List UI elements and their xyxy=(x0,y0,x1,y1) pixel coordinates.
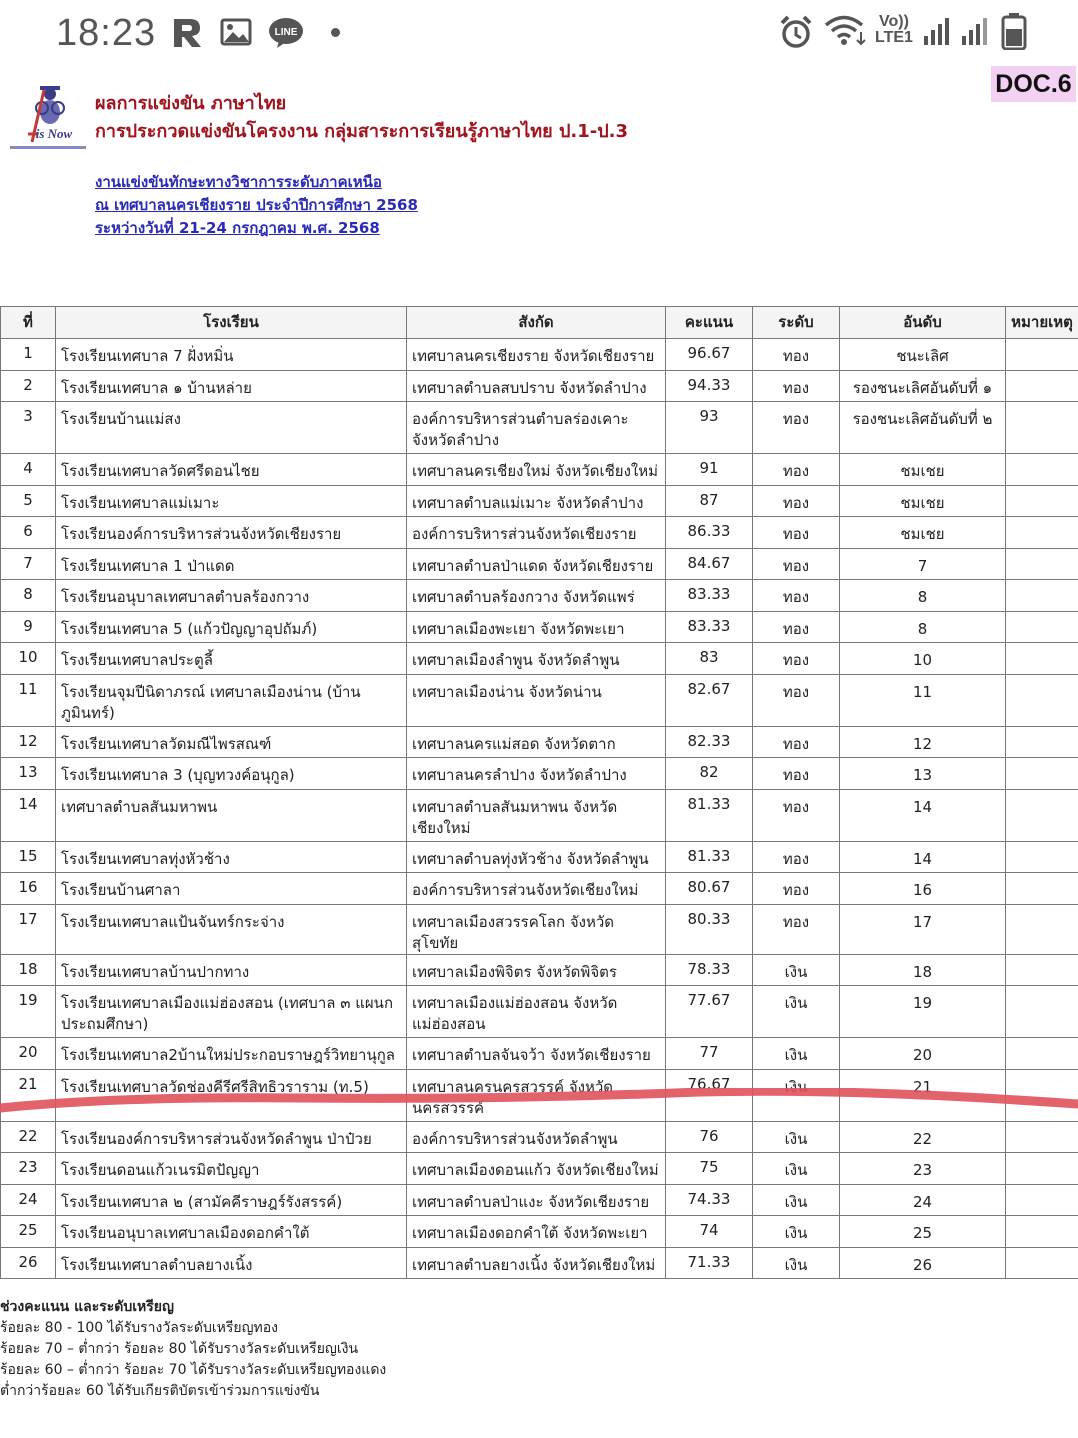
cell-no: 9 xyxy=(1,611,56,643)
cell-rank: 17 xyxy=(840,904,1006,954)
cell-school: โรงเรียนเทศบาล 3 (บุญทวงค์อนุกูล) xyxy=(56,758,407,790)
cell-school: โรงเรียนจุมปีนิดาภรณ์ เทศบาลเมืองน่าน (บ้านภูมินทร์) xyxy=(56,674,407,726)
cell-level: เงิน xyxy=(753,1038,840,1070)
header-score: คะแนน xyxy=(666,307,753,339)
cell-school: โรงเรียนเทศบาลบ้านปากทาง xyxy=(56,954,407,986)
cell-note xyxy=(1006,1038,1078,1070)
header-note: หมายเหตุ xyxy=(1006,307,1078,339)
cell-note xyxy=(1006,789,1078,841)
cell-school: โรงเรียนเทศบาลวัดมณีไพรสณฑ์ xyxy=(56,726,407,758)
cell-dept: เทศบาลตำบลป่าแงะ จังหวัดเชียงราย xyxy=(407,1184,666,1216)
cell-level: เงิน xyxy=(753,1216,840,1248)
cell-dept: เทศบาลเมืองสวรรคโลก จังหวัดสุโขทัย xyxy=(407,904,666,954)
document-title: ผลการแข่งขัน ภาษาไทย xyxy=(95,93,287,114)
cell-note xyxy=(1006,873,1078,905)
cell-dept: เทศบาลตำบลสบปราบ จังหวัดลำปาง xyxy=(407,370,666,402)
cell-level: ทอง xyxy=(753,873,840,905)
table-row xyxy=(1,339,1078,371)
cell-note xyxy=(1006,758,1078,790)
logo-icon xyxy=(6,84,90,152)
cell-score: 81.33 xyxy=(666,841,753,873)
cell-rank: 14 xyxy=(840,789,1006,841)
cell-no: 13 xyxy=(1,758,56,790)
cell-rank: 24 xyxy=(840,1184,1006,1216)
cell-score: 91 xyxy=(666,454,753,486)
cell-school: โรงเรียนเทศบาลทุ่งหัวช้าง xyxy=(56,841,407,873)
cell-note xyxy=(1006,904,1078,954)
cell-no: 19 xyxy=(1,986,56,1038)
cell-rank: 16 xyxy=(840,873,1006,905)
cell-score: 84.67 xyxy=(666,548,753,580)
cell-rank: ชมเชย xyxy=(840,485,1006,517)
cell-no: 1 xyxy=(1,339,56,371)
table-row xyxy=(1,726,1078,758)
cell-dept: เทศบาลเมืองดอกคำใต้ จังหวัดพะเยา xyxy=(407,1216,666,1248)
gallery-icon xyxy=(220,18,252,46)
cell-school: โรงเรียนเทศบาล 5 (แก้วปัญญาอุปถัมภ์) xyxy=(56,611,407,643)
document-subtitle: การประกวดแข่งขันโครงงาน กลุ่มสาระการเรียนรู้ภาษาไทย ป.1-ป.3 xyxy=(95,121,629,142)
criteria-line: ร้อยละ 60 – ต่ำกว่า ร้อยละ 70 ได้รับรางวัลระดับเหรียญทองแดง xyxy=(0,1362,387,1378)
cell-level: เงิน xyxy=(753,954,840,986)
battery-icon xyxy=(1001,12,1027,50)
cell-no: 21 xyxy=(1,1069,56,1121)
cell-level: ทอง xyxy=(753,726,840,758)
cell-score: 96.67 xyxy=(666,339,753,371)
cell-note xyxy=(1006,485,1078,517)
cell-rank: ชนะเลิศ xyxy=(840,339,1006,371)
svg-text:LINE: LINE xyxy=(274,27,298,38)
cell-dept: เทศบาลนครนครสวรรค์ จังหวัดนครสวรรค์ xyxy=(407,1069,666,1121)
table-row xyxy=(1,1216,1078,1248)
score-criteria xyxy=(0,1297,386,1402)
cell-rank: 7 xyxy=(840,548,1006,580)
cell-note xyxy=(1006,1069,1078,1121)
cell-rank: 18 xyxy=(840,954,1006,986)
table-row xyxy=(1,402,1078,454)
cell-score: 74 xyxy=(666,1216,753,1248)
cell-no: 5 xyxy=(1,485,56,517)
cell-no: 10 xyxy=(1,643,56,675)
cell-no: 8 xyxy=(1,580,56,612)
cell-dept: เทศบาลตำบลร้องกวาง จังหวัดแพร่ xyxy=(407,580,666,612)
cell-level: ทอง xyxy=(753,580,840,612)
cell-dept: เทศบาลเมืองพิจิตร จังหวัดพิจิตร xyxy=(407,954,666,986)
table-row xyxy=(1,758,1078,790)
table-row xyxy=(1,1038,1078,1070)
cell-score: 81.33 xyxy=(666,789,753,841)
cell-score: 94.33 xyxy=(666,370,753,402)
cell-level: ทอง xyxy=(753,402,840,454)
cell-no: 23 xyxy=(1,1153,56,1185)
cell-score: 87 xyxy=(666,485,753,517)
cell-no: 24 xyxy=(1,1184,56,1216)
table-row xyxy=(1,643,1078,675)
table-row xyxy=(1,611,1078,643)
cell-dept: เทศบาลตำบลทุ่งหัวช้าง จังหวัดลำพูน xyxy=(407,841,666,873)
cell-school: โรงเรียนองค์การบริหารส่วนจังหวัดเชียงราย xyxy=(56,517,407,549)
cell-school: โรงเรียนเทศบาล ๒ (สามัคคีราษฎร์รังสรรค์) xyxy=(56,1184,407,1216)
cell-score: 82 xyxy=(666,758,753,790)
cell-no: 6 xyxy=(1,517,56,549)
cell-note xyxy=(1006,611,1078,643)
r-app-icon xyxy=(170,16,204,50)
cell-rank: 26 xyxy=(840,1247,1006,1279)
cell-school: โรงเรียนอนุบาลเทศบาลตำบลร้องกวาง xyxy=(56,580,407,612)
cell-score: 82.67 xyxy=(666,674,753,726)
cell-note xyxy=(1006,339,1078,371)
cell-school: โรงเรียนอนุบาลเทศบาลเมืองดอกคำใต้ xyxy=(56,1216,407,1248)
cell-no: 26 xyxy=(1,1247,56,1279)
cell-school: โรงเรียนองค์การบริหารส่วนจังหวัดลำพูน ป่าป๋วย xyxy=(56,1121,407,1153)
table-row xyxy=(1,789,1078,841)
notification-dot-icon xyxy=(331,28,340,37)
cell-level: ทอง xyxy=(753,643,840,675)
criteria-line: ต่ำกว่าร้อยละ 60 ได้รับเกียรติบัตรเข้าร่วมการแข่งขัน xyxy=(0,1383,320,1399)
cell-no: 22 xyxy=(1,1121,56,1153)
alarm-icon xyxy=(778,14,814,50)
cell-score: 83.33 xyxy=(666,611,753,643)
cell-rank: 22 xyxy=(840,1121,1006,1153)
table-row xyxy=(1,873,1078,905)
cell-level: ทอง xyxy=(753,517,840,549)
cell-note xyxy=(1006,402,1078,454)
cell-dept: เทศบาลตำบลยางเนิ้ง จังหวัดเชียงใหม่ xyxy=(407,1247,666,1279)
cell-note xyxy=(1006,841,1078,873)
results-table xyxy=(0,306,1078,1279)
cell-dept: เทศบาลเมืองลำพูน จังหวัดลำพูน xyxy=(407,643,666,675)
doc-badge: DOC.6 xyxy=(991,66,1076,102)
cell-note xyxy=(1006,580,1078,612)
criteria-line: ร้อยละ 80 - 100 ได้รับรางวัลระดับเหรียญทอง xyxy=(0,1320,278,1336)
table-header-row xyxy=(1,307,1078,339)
cell-no: 16 xyxy=(1,873,56,905)
table-row xyxy=(1,370,1078,402)
table-row xyxy=(1,954,1078,986)
cell-level: ทอง xyxy=(753,674,840,726)
table-row xyxy=(1,904,1078,954)
criteria-line: ร้อยละ 70 – ต่ำกว่า ร้อยละ 80 ได้รับรางวัลระดับเหรียญเงิน xyxy=(0,1341,359,1357)
cell-dept: เทศบาลตำบลแม่เมาะ จังหวัดลำปาง xyxy=(407,485,666,517)
cell-school: โรงเรียนเทศบาลวัดศรีดอนไชย xyxy=(56,454,407,486)
cell-no: 7 xyxy=(1,548,56,580)
cell-dept: เทศบาลเมืองแม่ฮ่องสอน จังหวัดแม่ฮ่องสอน xyxy=(407,986,666,1038)
cell-score: 82.33 xyxy=(666,726,753,758)
table-row xyxy=(1,674,1078,726)
cell-score: 78.33 xyxy=(666,954,753,986)
cell-school: โรงเรียนเทศบาล ๑ บ้านหล่าย xyxy=(56,370,407,402)
cell-note xyxy=(1006,1216,1078,1248)
cell-no: 14 xyxy=(1,789,56,841)
event-link-line1[interactable]: งานแข่งขันทักษะทางวิชาการระดับภาคเหนือ xyxy=(95,173,382,191)
cell-note xyxy=(1006,1153,1078,1185)
cell-rank: 12 xyxy=(840,726,1006,758)
cell-note xyxy=(1006,1121,1078,1153)
cell-school: โรงเรียนเทศบาลแม่เมาะ xyxy=(56,485,407,517)
cell-dept: องค์การบริหารส่วนตำบลร่องเคาะ จังหวัดลำปาง xyxy=(407,402,666,454)
event-link-line3[interactable]: ระหว่างวันที่ 21-24 กรกฎาคม พ.ศ. 2568 xyxy=(95,219,380,237)
cell-school: โรงเรียนเทศบาลวัดช่องคีรีศรีสิทธิวราราม (ท.5) xyxy=(56,1069,407,1121)
volte-label: Vo)) xyxy=(879,13,909,30)
cell-score: 80.33 xyxy=(666,904,753,954)
table-row xyxy=(1,580,1078,612)
criteria-heading: ช่วงคะแนน และระดับเหรียญ xyxy=(0,1299,174,1315)
cell-level: ทอง xyxy=(753,339,840,371)
cell-rank: 11 xyxy=(840,674,1006,726)
volte-icon xyxy=(875,14,913,46)
cell-score: 76 xyxy=(666,1121,753,1153)
cell-rank: 8 xyxy=(840,611,1006,643)
cell-score: 86.33 xyxy=(666,517,753,549)
cell-school: โรงเรียนบ้านศาลา xyxy=(56,873,407,905)
cell-level: ทอง xyxy=(753,758,840,790)
header-dept: สังกัด xyxy=(407,307,666,339)
cell-level: ทอง xyxy=(753,841,840,873)
cell-note xyxy=(1006,954,1078,986)
header-school: โรงเรียน xyxy=(56,307,407,339)
table-row xyxy=(1,485,1078,517)
cell-score: 77.67 xyxy=(666,986,753,1038)
cell-dept: เทศบาลนครเชียงใหม่ จังหวัดเชียงใหม่ xyxy=(407,454,666,486)
cell-score: 93 xyxy=(666,402,753,454)
header-rank: อันดับ xyxy=(840,307,1006,339)
signal-icon xyxy=(922,16,952,46)
table-row xyxy=(1,548,1078,580)
cell-dept: เทศบาลเมืองดอนแก้ว จังหวัดเชียงใหม่ xyxy=(407,1153,666,1185)
cell-dept: องค์การบริหารส่วนจังหวัดเชียงราย xyxy=(407,517,666,549)
cell-rank: 25 xyxy=(840,1216,1006,1248)
cell-school: โรงเรียนดอนแก้วเนรมิตปัญญา xyxy=(56,1153,407,1185)
cell-no: 20 xyxy=(1,1038,56,1070)
cell-level: เงิน xyxy=(753,1184,840,1216)
table-row xyxy=(1,1121,1078,1153)
table-row xyxy=(1,517,1078,549)
event-link-line2[interactable]: ณ เทศบาลนครเชียงราย ประจำปีการศึกษา 2568 xyxy=(95,196,418,214)
cell-school: โรงเรียนเทศบาลตำบลยางเนิ้ง xyxy=(56,1247,407,1279)
cell-score: 76.67 xyxy=(666,1069,753,1121)
cell-note xyxy=(1006,517,1078,549)
table-row xyxy=(1,841,1078,873)
cell-rank: 21 xyxy=(840,1069,1006,1121)
wifi-icon xyxy=(824,14,868,48)
cell-rank: 10 xyxy=(840,643,1006,675)
cell-score: 77 xyxy=(666,1038,753,1070)
cell-dept: เทศบาลเมืองพะเยา จังหวัดพะเยา xyxy=(407,611,666,643)
table-row xyxy=(1,986,1078,1038)
cell-school: โรงเรียนเทศบาล 1 ป่าแดด xyxy=(56,548,407,580)
cell-no: 18 xyxy=(1,954,56,986)
cell-level: เงิน xyxy=(753,1247,840,1279)
cell-rank: 8 xyxy=(840,580,1006,612)
cell-rank: รองชนะเลิศอันดับที่ ๒ xyxy=(840,402,1006,454)
lte-label: LTE1 xyxy=(875,29,913,46)
cell-level: เงิน xyxy=(753,1153,840,1185)
cell-score: 74.33 xyxy=(666,1184,753,1216)
line-app-icon xyxy=(267,16,305,50)
cell-dept: องค์การบริหารส่วนจังหวัดเชียงใหม่ xyxy=(407,873,666,905)
table-row xyxy=(1,1247,1078,1279)
cell-dept: เทศบาลตำบลป่าแดด จังหวัดเชียงราย xyxy=(407,548,666,580)
cell-note xyxy=(1006,548,1078,580)
cell-school: โรงเรียนเทศบาลเมืองแม่ฮ่องสอน (เทศบาล ๓ แผนกประถมศึกษา) xyxy=(56,986,407,1038)
cell-rank: 23 xyxy=(840,1153,1006,1185)
table-row xyxy=(1,1069,1078,1121)
cell-no: 3 xyxy=(1,402,56,454)
cell-dept: เทศบาลตำบลจันจว้า จังหวัดเชียงราย xyxy=(407,1038,666,1070)
cell-level: ทอง xyxy=(753,454,840,486)
cell-no: 12 xyxy=(1,726,56,758)
cell-level: ทอง xyxy=(753,904,840,954)
cell-no: 17 xyxy=(1,904,56,954)
cell-rank: รองชนะเลิศอันดับที่ ๑ xyxy=(840,370,1006,402)
header-level: ระดับ xyxy=(753,307,840,339)
cell-rank: ชมเชย xyxy=(840,454,1006,486)
cell-level: เงิน xyxy=(753,1069,840,1121)
cell-note xyxy=(1006,674,1078,726)
cell-level: ทอง xyxy=(753,789,840,841)
cell-level: ทอง xyxy=(753,611,840,643)
cell-level: เงิน xyxy=(753,986,840,1038)
logo-text: is Now xyxy=(35,126,73,141)
cell-note xyxy=(1006,726,1078,758)
cell-school: โรงเรียนเทศบาล2บ้านใหม่ประกอบราษฎร์วิทยานุกูล xyxy=(56,1038,407,1070)
cell-no: 25 xyxy=(1,1216,56,1248)
cell-score: 83 xyxy=(666,643,753,675)
cell-rank: 20 xyxy=(840,1038,1006,1070)
status-time: 18:23 xyxy=(56,12,157,54)
cell-dept: เทศบาลตำบลสันมหาพน จังหวัดเชียงใหม่ xyxy=(407,789,666,841)
cell-dept: เทศบาลนครเชียงราย จังหวัดเชียงราย xyxy=(407,339,666,371)
table-row xyxy=(1,454,1078,486)
cell-no: 15 xyxy=(1,841,56,873)
cell-school: โรงเรียนเทศบาล 7 ฝั่งหมิ่น xyxy=(56,339,407,371)
cell-dept: เทศบาลเมืองน่าน จังหวัดน่าน xyxy=(407,674,666,726)
table-row xyxy=(1,1184,1078,1216)
cell-rank: 13 xyxy=(840,758,1006,790)
cell-level: ทอง xyxy=(753,370,840,402)
table-row xyxy=(1,1153,1078,1185)
cell-note xyxy=(1006,1247,1078,1279)
cell-rank: ชมเชย xyxy=(840,517,1006,549)
cell-dept: เทศบาลนครแม่สอด จังหวัดตาก xyxy=(407,726,666,758)
status-bar xyxy=(0,0,1078,66)
cell-no: 11 xyxy=(1,674,56,726)
cell-school: เทศบาลตำบลสันมหาพน xyxy=(56,789,407,841)
header-no: ที่ xyxy=(1,307,56,339)
signal-icon xyxy=(960,16,990,46)
cell-school: โรงเรียนเทศบาลประตูลี้ xyxy=(56,643,407,675)
cell-score: 71.33 xyxy=(666,1247,753,1279)
cell-school: โรงเรียนเทศบาลแป้นจันทร์กระจ่าง xyxy=(56,904,407,954)
cell-school: โรงเรียนบ้านแม่สง xyxy=(56,402,407,454)
cell-level: ทอง xyxy=(753,548,840,580)
cell-dept: เทศบาลนครลำปาง จังหวัดลำปาง xyxy=(407,758,666,790)
cell-note xyxy=(1006,454,1078,486)
cell-rank: 14 xyxy=(840,841,1006,873)
cell-note xyxy=(1006,986,1078,1038)
cell-dept: องค์การบริหารส่วนจังหวัดลำพูน xyxy=(407,1121,666,1153)
cell-no: 4 xyxy=(1,454,56,486)
cell-no: 2 xyxy=(1,370,56,402)
cell-score: 80.67 xyxy=(666,873,753,905)
cell-note xyxy=(1006,643,1078,675)
cell-score: 83.33 xyxy=(666,580,753,612)
cell-level: ทอง xyxy=(753,485,840,517)
cell-note xyxy=(1006,1184,1078,1216)
cell-rank: 19 xyxy=(840,986,1006,1038)
cell-score: 75 xyxy=(666,1153,753,1185)
cell-note xyxy=(1006,370,1078,402)
cell-level: เงิน xyxy=(753,1121,840,1153)
